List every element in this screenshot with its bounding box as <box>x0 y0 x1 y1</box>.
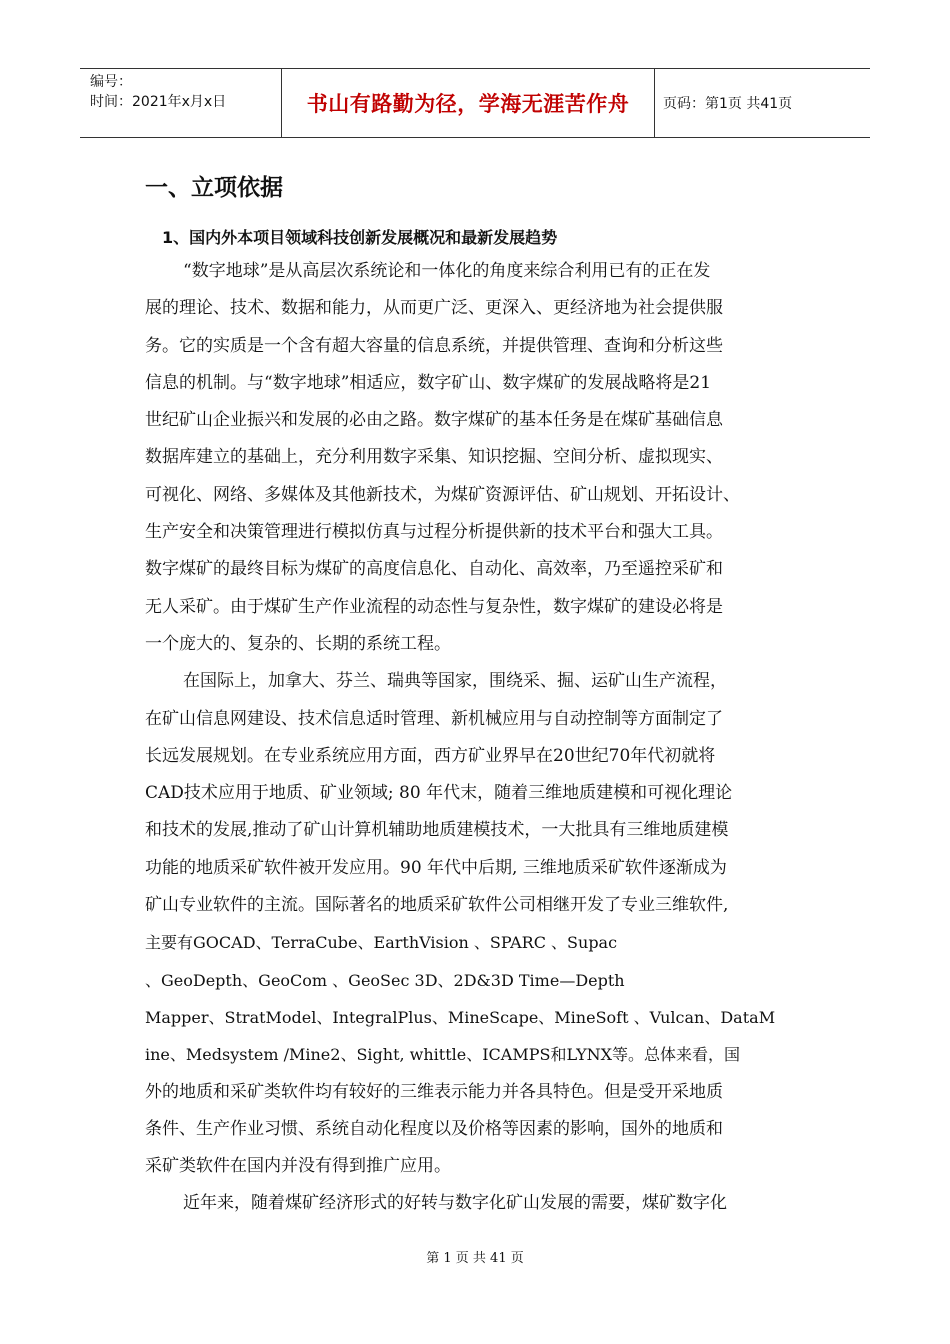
text-line: 条件、生产作业习惯、系统自动化程度以及价格等因素的影响，国外的地质和 <box>145 1118 723 1139</box>
text-line: 数字煤矿的最终目标为煤矿的高度信息化、自动化、高效率，乃至遥控采矿和 <box>145 559 723 580</box>
text-line: 无人采矿。由于煤矿生产作业流程的动态性与复杂性，数字煤矿的建设必将是 <box>145 596 723 617</box>
text-line: Mapper、StratModel、IntegralPlus、MineScape、MineSoft 、Vulcan、DataM <box>145 1007 776 1027</box>
text-line: “数字地球”是从高层次系统论和一体化的角度来综合利用已有的正在发 <box>183 261 711 281</box>
text-line: CAD技术应用于地质、矿业领域; 80 年代末，随着三维地质建模和可视化理论 <box>145 783 733 804</box>
text-line: ine、Medsystem /Mine2、Sight, whittle、ICAMPS和LYNX等。总体来看，国 <box>145 1045 741 1065</box>
text-line: 、GeoDepth、GeoCom 、GeoSec 3D、2D&3D Time—Depth <box>145 970 625 990</box>
text-line: 近年来，随着煤矿经济形式的好转与数字化矿山发展的需要，煤矿数字化 <box>183 1193 727 1214</box>
text-line: 务。它的实质是一个含有超大容量的信息系统，并提供管理、查询和分析这些 <box>145 335 723 356</box>
text-line: 主要有GOCAD、TerraCube、EarthVision 、SPARC 、Supac <box>145 933 618 953</box>
text-line: 长远发展规划。在专业系统应用方面，西方矿业界早在20世纪70年代初就将 <box>145 745 716 766</box>
header-motto: 书山有路勤为径，学海无涯苦作舟 <box>281 69 655 137</box>
body-text <box>145 253 805 1223</box>
text-line: 展的理论、技术、数据和能力，从而更广泛、更深入、更经济地为社会提供服 <box>145 298 723 319</box>
header-meta <box>80 69 281 137</box>
text-line: 世纪矿山企业振兴和发展的必由之路。数字煤矿的基本任务是在煤矿基础信息 <box>145 410 723 431</box>
text-line: 一个庞大的、复杂的、长期的系统工程。 <box>145 633 451 654</box>
text-line: 可视化、网络、多媒体及其他新技术，为煤矿资源评估、矿山规划、开拓设计、 <box>145 484 740 505</box>
subsection-title: 1、国内外本项目领域科技创新发展概况和最新发展趋势 <box>162 228 558 247</box>
text-line: 矿山专业软件的主流。国际著名的地质采矿软件公司相继开发了专业三维软件, <box>145 895 729 916</box>
text-line: 信息的机制。与“数字地球”相适应，数字矿山、数字煤矿的发展战略将是21 <box>145 372 712 393</box>
document-time-label: 时间：2021年x月x日 <box>90 94 227 110</box>
text-line: 数据库建立的基础上，充分利用数字采集、知识挖掘、空间分析、虚拟现实、 <box>145 447 723 468</box>
section-title: 一、立项依据 <box>145 175 283 201</box>
text-line: 外的地质和采矿类软件均有较好的三维表示能力并各具特色。但是受开采地质 <box>145 1081 723 1102</box>
text-line: 采矿类软件在国内并没有得到推广应用。 <box>145 1156 451 1177</box>
text-line: 在国际上，加拿大、芬兰、瑞典等国家，围绕采、掘、运矿山生产流程， <box>183 671 727 692</box>
document-number-label: 编号： <box>90 74 132 90</box>
text-line: 和技术的发展,推动了矿山计算机辅助地质建模技术，一大批具有三维地质建模 <box>145 820 729 841</box>
text-line: 在矿山信息网建设、技术信息适时管理、新机械应用与自动控制等方面制定了 <box>145 708 723 729</box>
header-page-label: 页码：第1页 共41页 <box>663 96 793 112</box>
page-footer: 第 1 页 共 41 页 <box>426 1251 524 1266</box>
text-line: 功能的地质采矿软件被开发应用。90 年代中后期, 三维地质采矿软件逐渐成为 <box>145 857 727 878</box>
page-header <box>80 68 870 138</box>
text-line: 生产安全和决策管理进行模拟仿真与过程分析提供新的技术平台和强大工具。 <box>145 522 723 543</box>
